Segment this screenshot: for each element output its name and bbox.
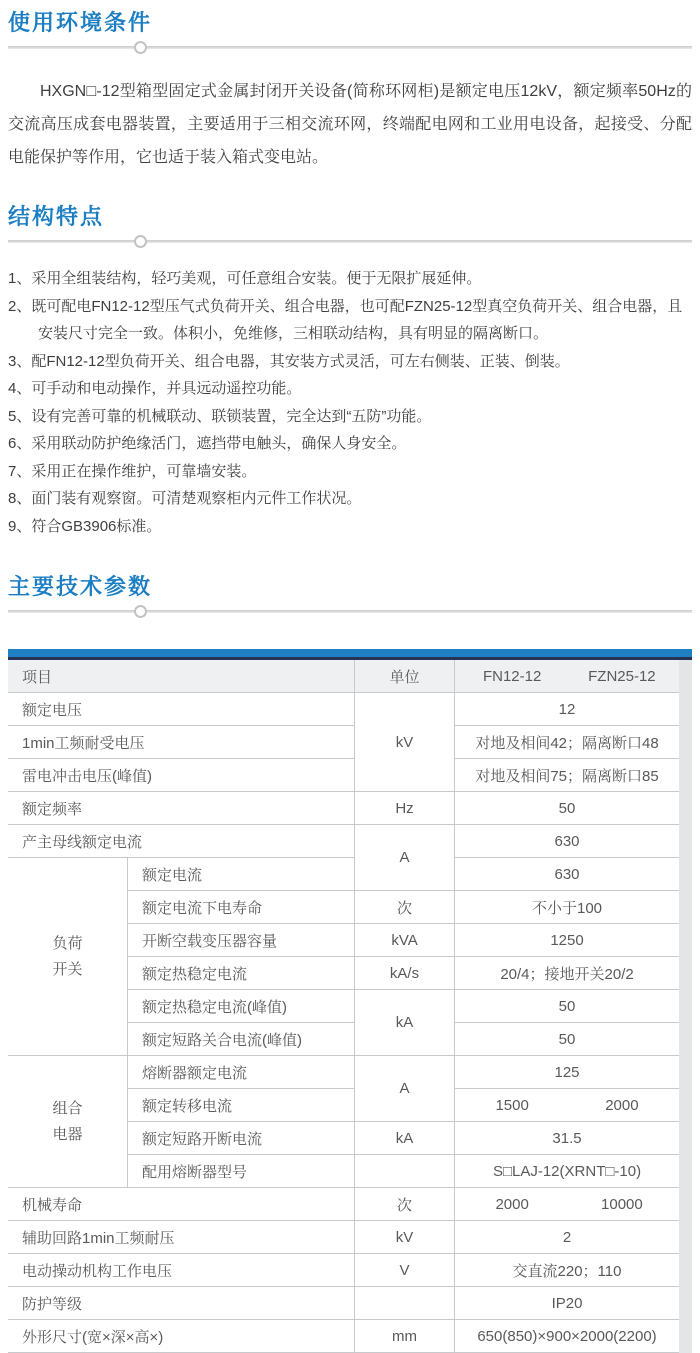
param-value-cell	[455, 1089, 679, 1122]
param-unit-cell: kVA	[355, 924, 455, 957]
section-divider	[8, 240, 692, 243]
feature-item: 9、符合GB3906标准。	[8, 517, 162, 535]
param-name-cell: 额定短路关合电流(峰值)	[128, 1023, 355, 1056]
param-name-cell: 开断空载变压器容量	[128, 924, 355, 957]
usage-paragraph: HXGN□-12型箱型固定式金属封闭开关设备(简称环网柜)是额定电压12kV，额定频率50Hz的交流高压成套电器装置，主要适用于三相交流环网，终端配电网和工业用电设备，起接受、分配电能保护等作用，它也适于装入箱式变电站。	[8, 83, 692, 166]
section-title-parameters: 主要技术参数	[8, 574, 153, 599]
param-value-cell: 12	[455, 693, 679, 726]
param-name-cell: 额定电流	[128, 858, 355, 891]
param-name-cell: 雷电冲击电压(峰值)	[8, 759, 355, 792]
param-value-cell: 20/4；接地开关20/2	[455, 957, 679, 990]
param-name-cell: 额定短路开断电流	[128, 1122, 355, 1155]
feature-item: 3、配FN12-12型负荷开关、组合电器，其安装方式灵活，可左右侧装、正装、倒装。	[8, 352, 570, 370]
param-unit-cell: A	[355, 1056, 455, 1122]
param-value-cell: 50	[455, 990, 679, 1023]
table-header-row	[8, 660, 679, 693]
param-name-cell: 额定转移电流	[128, 1089, 355, 1122]
model-label: FN12-12	[482, 667, 542, 685]
param-name-cell: 外形尺寸(宽×深×高×)	[8, 1320, 355, 1353]
param-name-cell: 熔断器额定电流	[128, 1056, 355, 1089]
param-value-cell: 125	[455, 1056, 679, 1089]
feature-item: 4、可手动和电动操作，并具远动遥控功能。	[8, 380, 302, 397]
param-unit-cell: Hz	[355, 792, 455, 825]
table-header-item: 项目	[8, 660, 355, 693]
table-top-bar	[8, 649, 692, 660]
value-right: 10000	[601, 1195, 643, 1213]
feature-list	[8, 265, 692, 540]
param-unit-cell: kA/s	[355, 957, 455, 990]
param-unit-cell: mm	[355, 1320, 455, 1353]
param-value-cell: 1250	[455, 924, 679, 957]
param-unit-cell: A	[355, 825, 455, 891]
table-row	[8, 1254, 679, 1287]
param-unit-cell	[355, 1155, 455, 1188]
param-name-cell: 额定热稳定电流(峰值)	[128, 990, 355, 1023]
feature-item: 1、采用全组装结构，轻巧美观，可任意组合安装。便于无限扩展延伸。	[8, 270, 482, 287]
group-label-line: 负荷	[52, 934, 83, 952]
table-row	[8, 1287, 679, 1320]
table-row	[8, 825, 679, 858]
param-value-cell: 2	[455, 1221, 679, 1254]
table-row	[8, 1221, 679, 1254]
param-group-cell	[8, 1056, 128, 1188]
param-unit-cell: kV	[355, 693, 455, 792]
section-divider	[8, 610, 692, 613]
param-value-cell: S□LAJ-12(XRNT□-10)	[455, 1155, 679, 1188]
feature-item: 6、采用联动防护绝缘活门，遮挡带电触头，确保人身安全。	[8, 435, 407, 452]
table-row	[8, 759, 679, 792]
group-label-line: 组合	[52, 1099, 83, 1117]
feature-item: 2、既可配电FN12-12型压气式负荷开关、组合电器，也可配FZN25-12型真空负荷开关、组合电器，且安装尺寸完全一致。体积小，免维修，三相联动结构，具有明显的隔离断口。	[8, 297, 683, 342]
param-value-cell: 对地及相间42；隔离断口48	[455, 726, 679, 759]
model-label: FZN25-12	[588, 667, 656, 685]
param-value-cell: IP20	[455, 1287, 679, 1320]
param-unit-cell: 次	[355, 891, 455, 924]
param-value-cell: 不小于100	[455, 891, 679, 924]
section-title-features: 结构特点	[8, 204, 105, 229]
param-name-cell: 机械寿命	[8, 1188, 355, 1221]
table-header-models	[455, 660, 679, 693]
param-value-cell: 31.5	[455, 1122, 679, 1155]
value-left: 1500	[495, 1096, 529, 1114]
param-name-cell: 防护等级	[8, 1287, 355, 1320]
param-value-cell: 630	[455, 858, 679, 891]
param-unit-cell: kA	[355, 990, 455, 1056]
param-name-cell: 额定热稳定电流	[128, 957, 355, 990]
section-title-usage: 使用环境条件	[8, 10, 153, 35]
group-label-line: 电器	[52, 1125, 83, 1143]
section-divider	[8, 46, 692, 49]
param-name-cell: 额定频率	[8, 792, 355, 825]
table-edge-shade	[679, 660, 692, 1353]
param-group-cell	[8, 858, 128, 1056]
group-label-line: 开关	[52, 960, 83, 978]
parameters-table-wrap	[8, 649, 692, 1353]
feature-item: 7、采用正在操作维护，可靠墙安装。	[8, 462, 257, 480]
param-value-cell: 交直流220；110	[455, 1254, 679, 1287]
divider-dot	[134, 605, 147, 618]
param-name-cell: 辅助回路1min工频耐压	[8, 1221, 355, 1254]
feature-item: 8、面门装有观察窗。可清楚观察柜内元件工作状况。	[8, 490, 362, 507]
param-name-cell: 额定电流下电寿命	[128, 891, 355, 924]
divider-dot	[134, 41, 147, 54]
param-name-cell: 额定电压	[8, 693, 355, 726]
divider-dot	[134, 235, 147, 248]
table-row	[8, 858, 679, 891]
param-value-cell: 650(850)×900×2000(2200)	[455, 1320, 679, 1353]
table-row	[8, 693, 679, 726]
table-row	[8, 726, 679, 759]
param-value-cell	[455, 1188, 679, 1221]
param-unit-cell: V	[355, 1254, 455, 1287]
table-header-unit: 单位	[355, 660, 455, 693]
param-unit-cell: kV	[355, 1221, 455, 1254]
param-value-cell: 50	[455, 1023, 679, 1056]
value-left: 2000	[495, 1195, 529, 1213]
param-value-cell: 630	[455, 825, 679, 858]
param-unit-cell	[355, 1287, 455, 1320]
param-value-cell: 50	[455, 792, 679, 825]
param-value-cell: 对地及相间75；隔离断口85	[455, 759, 679, 792]
table-row	[8, 1056, 679, 1089]
table-row	[8, 792, 679, 825]
param-name-cell: 产主母线额定电流	[8, 825, 355, 858]
param-unit-cell: 次	[355, 1188, 455, 1221]
param-name-cell: 配用熔断器型号	[128, 1155, 355, 1188]
feature-item: 5、设有完善可靠的机械联动、联锁装置，完全达到“五防”功能。	[8, 407, 432, 425]
param-name-cell: 1min工频耐受电压	[8, 726, 355, 759]
param-unit-cell: kA	[355, 1122, 455, 1155]
parameters-table	[8, 660, 679, 1353]
value-right: 2000	[605, 1096, 639, 1114]
param-name-cell: 电动操动机构工作电压	[8, 1254, 355, 1287]
table-row	[8, 1320, 679, 1353]
table-row	[8, 1188, 679, 1221]
